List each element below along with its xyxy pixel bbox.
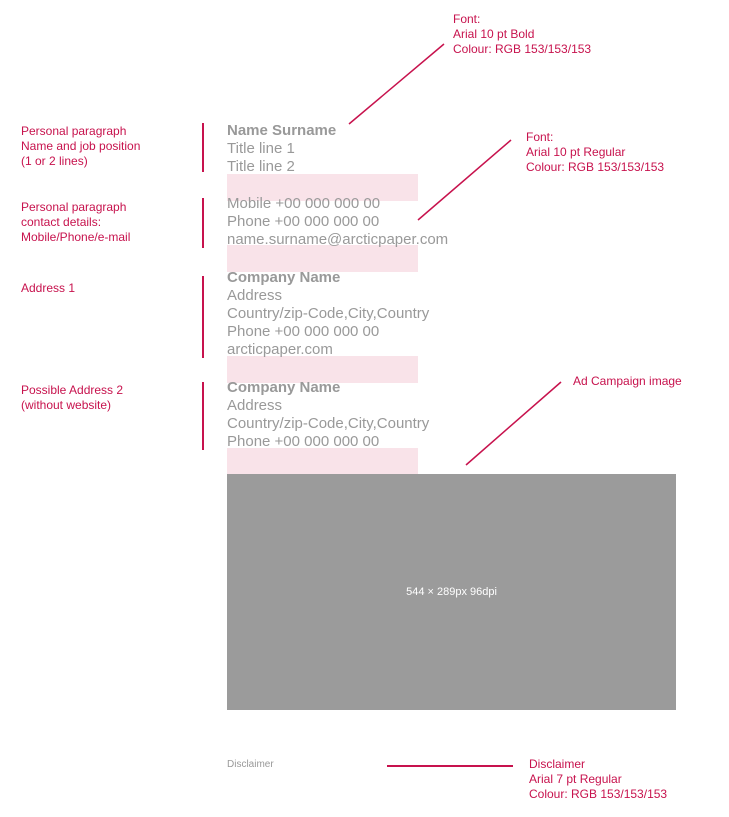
company-name: Company Name	[227, 269, 341, 286]
company-phone: Phone +00 000 000 00	[227, 323, 380, 340]
leader-font-bold	[349, 44, 444, 124]
company-country: Country/zip-Code,City,Country	[227, 415, 430, 432]
bracket-personal-contact	[202, 198, 204, 248]
company-address: Address	[227, 397, 283, 414]
signature-title-1: Title line 1	[227, 140, 295, 157]
disclaimer-text: Disclaimer	[227, 759, 274, 770]
spacer-block	[227, 245, 418, 272]
signature-phone: Phone +00 000 000 00	[227, 213, 380, 230]
annotation-font-regular: Font: Arial 10 pt Regular Colour: RGB 153/153/153	[526, 130, 665, 174]
signature-address-1	[227, 269, 429, 359]
signature-personal	[227, 122, 336, 176]
signature-email[interactable]: name.surname@arcticpaper.com	[227, 231, 449, 248]
ad-campaign-image	[227, 474, 676, 710]
signature-contact	[227, 195, 448, 249]
company-country: Country/zip-Code,City,Country	[227, 305, 430, 322]
annotation-personal-name: Personal paragraph Name and job position (1 or 2 lines)	[21, 124, 141, 168]
annotation-disclaimer: Disclaimer Arial 7 pt Regular Colour: RGB 153/153/153	[529, 757, 668, 801]
company-name: Company Name	[227, 379, 341, 396]
company-phone: Phone +00 000 000 00	[227, 433, 380, 450]
ad-image-label: 544 × 289px 96dpi	[406, 586, 497, 598]
company-address: Address	[227, 287, 283, 304]
bracket-personal-name	[202, 123, 204, 172]
spacer-block	[227, 448, 418, 474]
annotation-address1: Address 1	[21, 281, 76, 295]
signature-mobile: Mobile +00 000 000 00	[227, 195, 381, 212]
leader-ad-image	[466, 382, 561, 465]
bracket-address2	[202, 382, 204, 450]
company-website[interactable]: arcticpaper.com	[227, 341, 333, 358]
annotation-ad-campaign: Ad Campaign image	[573, 374, 682, 388]
bracket-address1	[202, 276, 204, 358]
signature-address-2	[227, 379, 429, 451]
signature-name: Name Surname	[227, 122, 337, 139]
signature-title-2: Title line 2	[227, 158, 295, 175]
annotation-address2: Possible Address 2 (without website)	[21, 383, 124, 412]
annotation-personal-contact: Personal paragraph contact details: Mobile/Phone/e-mail	[21, 200, 131, 244]
annotation-font-bold: Font: Arial 10 pt Bold Colour: RGB 153/153/153	[453, 12, 592, 56]
